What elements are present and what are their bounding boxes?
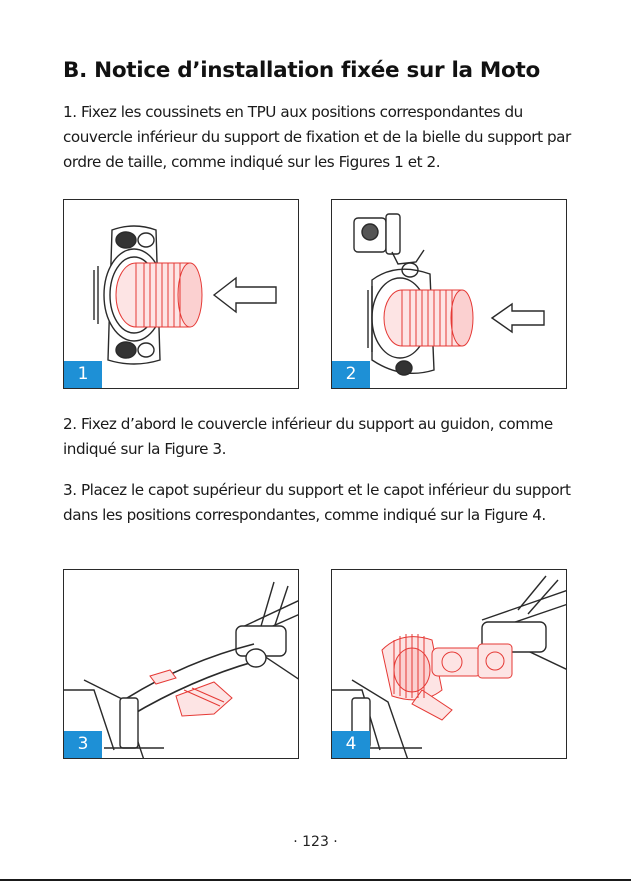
figure-number-badge: 4 (332, 731, 370, 758)
direction-arrow-icon (492, 304, 544, 332)
figure-number-badge: 1 (64, 361, 102, 388)
instruction-step-3: 3. Placez le capot supérieur du support et le capot inférieur du support dans les positions correspondantes, comme indiqué sur la Figure 4. (63, 481, 571, 524)
figure-4 (331, 569, 567, 759)
instruction-step-1: 1. Fixez les coussinets en TPU aux positions correspondantes du couvercle inférieur du support de fixation et de la bielle du support par ordre de taille, comme indiqué sur les Figures 1 et 2. (63, 103, 571, 171)
direction-arrow-icon (214, 278, 276, 312)
figure-1 (63, 199, 299, 389)
figure-2 (331, 199, 567, 389)
instruction-step-2: 2. Fixez d’abord le couvercle inférieur du support au guidon, comme indiqué sur la Figure 3. (63, 415, 553, 458)
figure-number-badge: 3 (64, 731, 102, 758)
page-bottom-rule (0, 879, 631, 881)
figure-number-badge: 2 (332, 361, 370, 388)
page-title: B. Notice d’installation fixée sur la Moto (63, 58, 540, 83)
page-number: · 123 · (293, 834, 338, 850)
figure-3 (63, 569, 299, 759)
